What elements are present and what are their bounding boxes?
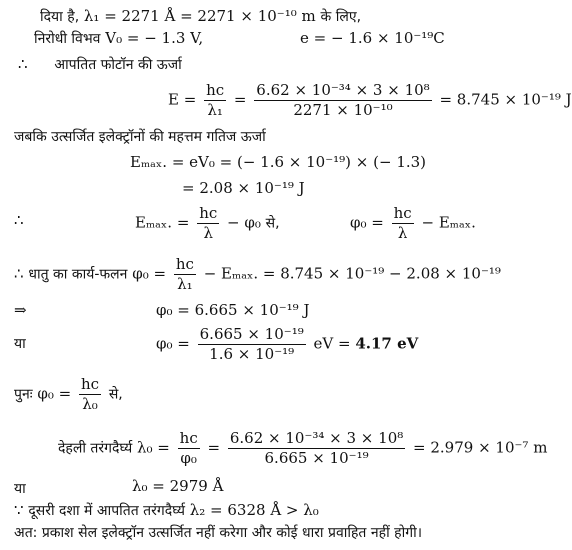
threshold-wavelength-result: = 2.979 × 10⁻⁷ m xyxy=(413,438,548,457)
or-label-1: या xyxy=(14,336,26,352)
given-line xyxy=(40,6,361,27)
emax-expression: Eₘₐₓ. = eV₀ = (− 1.6 × 10⁻¹⁹) × (− 1.3) xyxy=(130,153,427,171)
photon-energy-equation: E = $\frac{hc}{\text{λ₁}}$ = $\frac{\text{6.62 × 10⁻³⁴ × 3 × 10⁸}}{\text{2271 × 10⁻¹⁰}}$ = 8.745 × 10⁻¹⁹ J xyxy=(168,81,572,119)
work-function-result: 4.17 eV xyxy=(355,334,419,353)
given-wavelength: λ₁ = 2271 Å = 2271 × 10⁻¹⁰ m xyxy=(83,7,316,25)
conclusion-line xyxy=(14,522,422,543)
again-line: पुनः φ₀ = $\frac{hc}{\text{λ₀}}$ से, xyxy=(14,375,123,413)
emax-result: = 2.08 × 10⁻¹⁹ J xyxy=(182,179,305,197)
given-tail: के लिए, xyxy=(320,9,362,25)
stopping-potential-label: निरोधी विभव xyxy=(34,31,101,47)
hc-over-lambda1: $\frac{hc}{\text{λ₁}}$ xyxy=(206,81,225,119)
work-function-line: ∴ धातु का कार्य-फलन φ₀ = $\frac{hc}{\text{λ₁}}$ − Eₘₐₓ. = 8.745 × 10⁻¹⁹ − 2.08 × 10⁻¹⁹ xyxy=(14,255,501,293)
stopping-potential-value: V₀ = − 1.3 V, xyxy=(105,29,204,47)
kinetic-energy-heading xyxy=(14,126,266,147)
implies-symbol: ⇒ xyxy=(14,301,27,319)
energy-result: = 8.745 × 10⁻¹⁹ J xyxy=(439,90,572,109)
electron-charge-value: e = − 1.6 × 10⁻¹⁹C xyxy=(300,29,445,47)
work-function-ev: φ₀ = $\frac{\text{6.665 × 10⁻¹⁹}}{\text{1.6 × 10⁻¹⁹}}$ eV = 4.17 eV xyxy=(156,325,419,363)
given-text: दिया है, xyxy=(40,9,80,25)
threshold-wavelength-line: देहली तरंगदैर्घ्य λ₀ = $\frac{hc}{\text{φ₀}}$ = $\frac{\text{6.62 × 10⁻³⁴ × 3 × 10⁸}}{\text{6.665 × 10⁻¹⁹}}$ = 2.979 × 10⁻⁷ m xyxy=(58,429,548,467)
stopping-potential-line xyxy=(34,28,203,49)
emax-result-line xyxy=(182,178,305,198)
photon-energy-heading xyxy=(18,54,182,75)
energy-numeric-fraction: $\frac{\text{6.62 × 10⁻³⁴ × 3 × 10⁸}}{\text{2271 × 10⁻¹⁰}}$ xyxy=(256,81,430,119)
work-function-joules: φ₀ = 6.665 × 10⁻¹⁹ J xyxy=(156,301,310,319)
second-case-line: ∵ दूसरी दशा में आपतित तरंगदैर्घ्य λ₂ = 6328 Å > λ₀ xyxy=(14,501,319,519)
photon-energy-text: आपतित फोटॉन की ऊर्जा xyxy=(54,57,182,73)
threshold-angstrom: λ₀ = 2979 Å xyxy=(132,477,224,495)
electron-charge xyxy=(300,28,445,48)
work-function-formula: φ₀ = $\frac{hc}{\lambda}$ − Eₘₐₓ. xyxy=(350,204,476,242)
therefore-symbol-line: ∴ xyxy=(14,211,24,229)
or-label-2: या xyxy=(14,481,26,497)
emax-equation xyxy=(130,152,426,172)
kinetic-energy-text: जबकि उत्सर्जित इलेक्ट्रॉनों की महत्तम गतिज ऊर्जा xyxy=(14,129,266,145)
conclusion-text: अत: प्रकाश सेल इलेक्ट्रॉन उत्सर्जित नहीं करेगा और कोई धारा प्रवाहित नहीं होगी। xyxy=(14,525,423,541)
emax-formula: Eₘₐₓ. = $\frac{hc}{\lambda}$ − φ₀ से, xyxy=(135,204,280,242)
energy-lhs: E = xyxy=(168,90,197,109)
therefore-symbol: ∴ xyxy=(18,55,28,73)
